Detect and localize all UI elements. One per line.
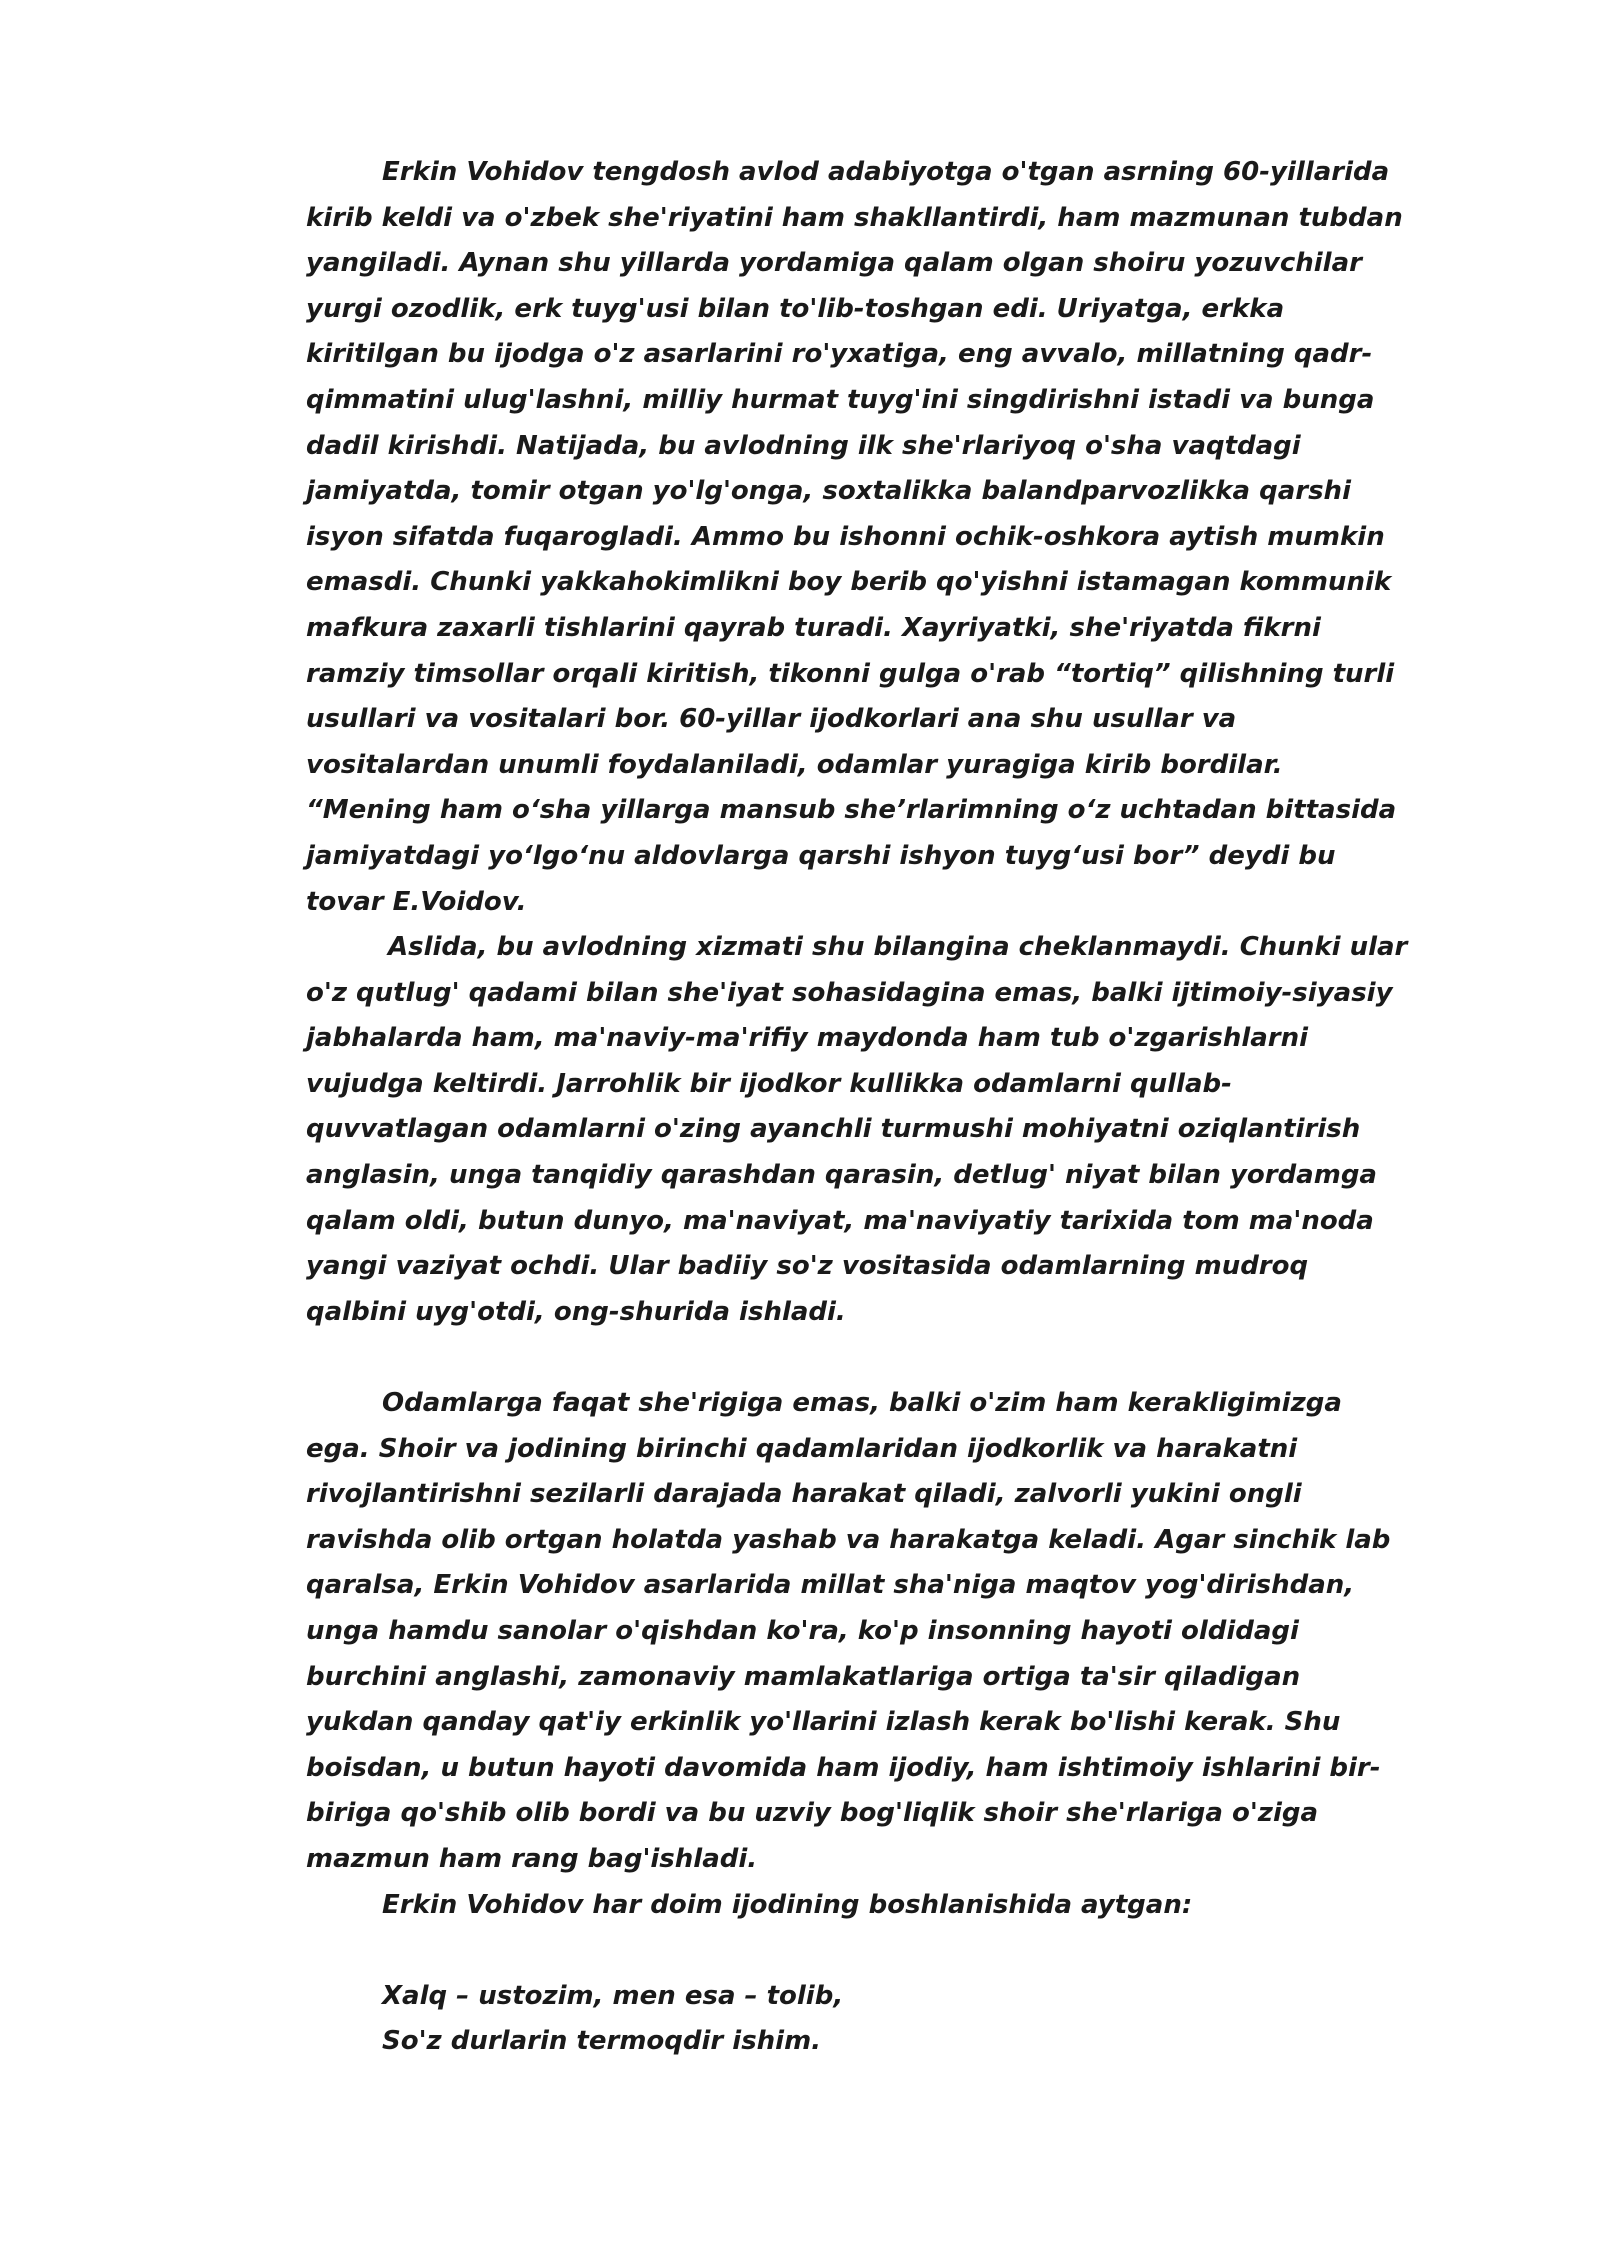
text-line: isyon sifatda fuqarogladi. Ammo bu ishonni ochik-oshkora aytish mumkin — [306, 521, 1385, 552]
text-line: Erkin Vohidov tengdosh avlod adabiyotga o'tgan asrning 60-yillarida — [382, 157, 1390, 187]
text-line: qalam oldi, butun dunyo, ma'naviyat, ma'naviyatiy tarixida tom ma'noda — [306, 1205, 1374, 1236]
verse-spacer — [306, 1928, 1486, 1974]
text-line: Odamlarga faqat she'rigiga emas, balki o'zim ham kerakligimizga — [382, 1388, 1342, 1419]
text-line: vositalardan unumli foydalaniladi, odamlar yuragiga kirib bordilar. — [306, 749, 1283, 780]
text-line: jamiyatda, tomir otgan yo'lg'onga, soxtalikka balandparvozlikka qarshi — [306, 476, 1351, 507]
paragraph-2 — [306, 925, 1486, 1335]
text-line: kirib keldi va o'zbek she'riyatini ham shakllantirdi, ham mazmunan tubdan — [306, 202, 1403, 233]
text-line: emasdi. Chunki yakkahokimlikni boy berib qo'yishni istamagan kommunik — [306, 567, 1392, 598]
text-line: dadil kirishdi. Natijada, bu avlodning ilk she'rlariyoq o'sha vaqtdagi — [306, 430, 1301, 461]
text-line: “Mening ham o‘sha yillarga mansub she’rlarimning o‘z uchtadan bittasida — [306, 795, 1397, 826]
text-line: yukdan qanday qat'iy erkinlik yo'llarini izlash kerak bo'lishi kerak. Shu — [306, 1707, 1341, 1738]
text-line: Erkin Vohidov har doim ijodining boshlanishida aytgan: — [382, 1889, 1193, 1920]
text-line: yurgi ozodlik, erk tuyg'usi bilan to'lib-toshgan edi. Uriyatga, erkka — [306, 293, 1285, 324]
verse-quote — [306, 1974, 1486, 2065]
verse-line: So'z durlarin termoqdir ishim. — [382, 2026, 822, 2057]
paragraph-3 — [306, 1381, 1486, 1883]
text-line: tovar E.Voidov. — [306, 886, 527, 917]
document-page — [306, 150, 1486, 2065]
text-line: yangi vaziyat ochdi. Ular badiiy so'z vositasida odamlarning mudroq — [306, 1251, 1309, 1282]
text-line: boisdan, u butun hayoti davomida ham ijodiy, ham ishtimoiy ishlarini bir- — [306, 1752, 1381, 1783]
text-line: vujudga keltirdi. Jarrohlik bir ijodkor kullikka odamlarni qullab- — [306, 1068, 1232, 1099]
text-line: kiritilgan bu ijodga o'z asarlarini ro'yxatiga, eng avvalo, millatning qadr- — [306, 339, 1373, 370]
text-line: mazmun ham rang bag'ishladi. — [306, 1843, 758, 1874]
paragraph-4 — [306, 1883, 1486, 1929]
text-line: ramziy timsollar orqali kiritish, tikonni gulga o'rab “tortiq” qilishning turli — [306, 658, 1395, 689]
text-line: mafkura zaxarli tishlarini qayrab turadi. Xayriyatki, she'riyatda fikrni — [306, 612, 1321, 643]
text-line: anglasin, unga tanqidiy qarashdan qarasin, detlug' niyat bilan yordamga — [306, 1160, 1377, 1191]
text-line: qimmatini ulug'lashni, milliy hurmat tuyg'ini singdirishni istadi va bunga — [306, 384, 1375, 415]
text-line: ega. Shoir va jodining birinchi qadamlaridan ijodkorlik va harakatni — [306, 1433, 1298, 1464]
text-line: quvvatlagan odamlarni o'zing ayanchli turmushi mohiyatni oziqlantirish — [306, 1114, 1361, 1145]
text-line: qaralsa, Erkin Vohidov asarlarida millat sha'niga maqtov yog'dirishdan, — [306, 1570, 1355, 1601]
text-line: jamiyatdagi yo‘lgo‘nu aldovlarga qarshi ishyon tuyg‘usi bor” deydi bu — [306, 840, 1336, 871]
text-line: ravishda olib ortgan holatda yashab va harakatga keladi. Agar sinchik lab — [306, 1524, 1391, 1555]
text-line: unga hamdu sanolar o'qishdan ko'ra, ko'p insonning hayoti oldidagi — [306, 1616, 1299, 1646]
text-line: o'z qutlug' qadami bilan she'iyat sohasidagina emas, balki ijtimoiy-siyasiy — [306, 977, 1393, 1008]
text-line: rivojlantirishni sezilarli darajada harakat qiladi, zalvorli yukini ongli — [306, 1479, 1302, 1510]
text-line: jabhalarda ham, ma'naviy-ma'rifiy maydonda ham tub o'zgarishlarni — [306, 1023, 1309, 1054]
text-line: Aslida, bu avlodning xizmati shu bilangina cheklanmaydi. Chunki ular — [388, 932, 1408, 963]
text-line: qalbini uyg'otdi, ong-shurida ishladi. — [306, 1296, 846, 1327]
paragraph-spacer — [306, 1335, 1486, 1381]
verse-line: Xalq – ustozim, men esa – tolib, — [382, 1980, 844, 2011]
text-line: usullari va vositalari bor. 60-yillar ijodkorlari ana shu usullar va — [306, 704, 1237, 735]
text-line: yangiladi. Aynan shu yillarda yordamiga qalam olgan shoiru yozuvchilar — [306, 248, 1362, 279]
text-line: burchini anglashi, zamonaviy mamlakatlariga ortiga ta'sir qiladigan — [306, 1661, 1301, 1692]
paragraph-1 — [306, 150, 1486, 925]
text-line: biriga qo'shib olib bordi va bu uzviy bog'liqlik shoir she'rlariga o'ziga — [306, 1798, 1319, 1829]
